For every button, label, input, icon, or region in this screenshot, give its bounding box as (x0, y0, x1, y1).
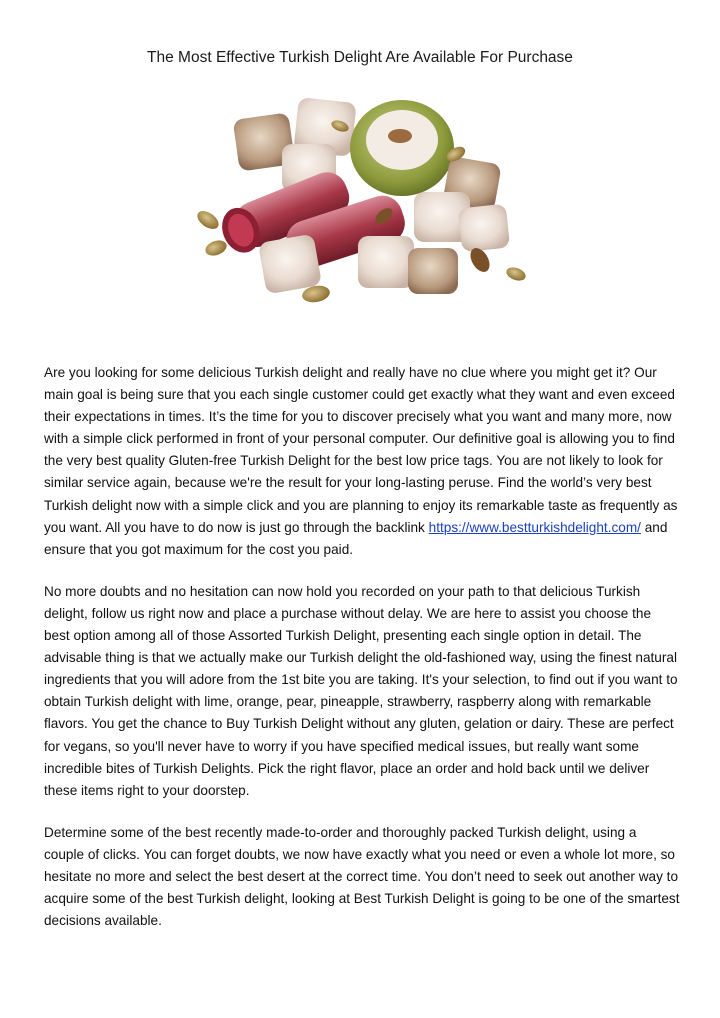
article-body (44, 362, 680, 952)
paragraph-closing: Determine some of the best recently made-to-order and thoroughly packed Turkish delight, using a couple of clicks. You can forget doubts, we now have exactly what you need or even a whole lot more, so hesitate no more and select the best desert at the correct time. You don’t need to seek out another way to acquire some of the best Turkish delight, looking at Best Turkish Delight is going to be one of the smartest decisions available. (44, 824, 680, 929)
paragraph-intro-text-start: Are you looking for some delicious Turkish delight and really have no clue where you might get it? Our main goal is being sure that you each single customer could get exactly what they want and even exceed their expectations in times. It’s the time for you to discover precisely what you want and many more, now with a simple click performed in front of your personal computer. Our definitive goal is allowing you to find the very best quality Gluten-free Turkish Delight for the best low price tags. You are not likely to look for similar service again, because we're the result for your long-lasting peruse. Find the world’s very best Turkish delight now with a simple click and you are planning to enjoy its remarkable taste as frequently as you want. All you have to do now is just go through the backlink (44, 365, 678, 535)
page-title: The Most Effective Turkish Delight Are Available For Purchase (147, 49, 573, 66)
turkish-delight-photo (188, 88, 532, 324)
paragraph-intro (44, 362, 680, 561)
paragraph-options: No more doubts and no hesitation can now hold you recorded on your path to that delicious Turkish delight, follow us right now and place a purchase without delay. We are here to assist you choose the best option among all of those Assorted Turkish Delight, presenting each single option in detail. The advisable thing is that we actually make our Turkish delight the old-fashioned way, using the finest natural ingredients that you will adore from the 1st bite you are taking. It's your selection, to find out if you want to obtain Turkish delight with lime, orange, pear, pineapple, strawberry, raspberry along with remarkable flavors. You get the chance to Buy Turkish Delight without any gluten, gelation or dairy. These are perfect for vegans, so you'll never have to worry if you have specified medical issues, but really want some incredible bites of Turkish Delights. Pick the right flavor, place an order and hold back until we deliver these items right to your doorstep. (44, 583, 678, 798)
backlink[interactable]: https://www.bestturkishdelight.com/ (428, 519, 641, 535)
paragraph-intro-text-end: and ensure that you got maximum for the cost you paid. (44, 519, 668, 557)
turkish-delight-illustration (188, 88, 532, 324)
